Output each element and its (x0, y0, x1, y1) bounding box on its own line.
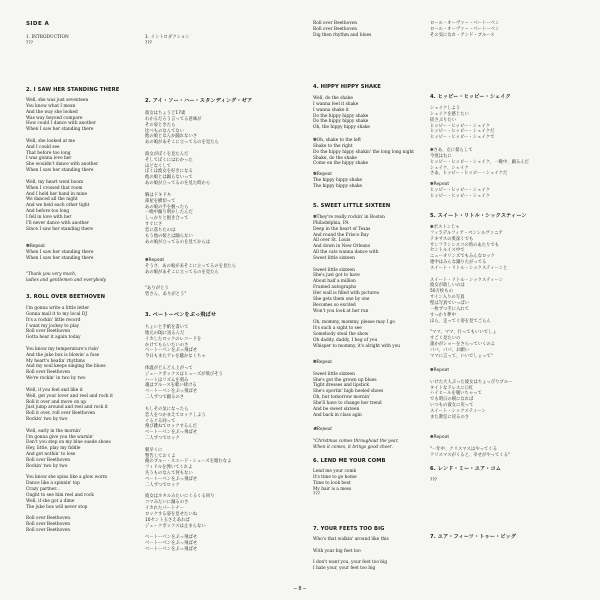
lyric-line: I wanna shake it (313, 107, 349, 113)
lyric-line: セントルイス中で (430, 248, 465, 254)
lyric-line: That before too long (26, 150, 71, 156)
lyric-line: 地元のDJに送るんだ (145, 330, 185, 336)
lyric-line: 恋に落ちたのは (145, 227, 176, 233)
lyric-line: 比べものなんてない (145, 128, 185, 134)
lyric-line: Ought to see him reel and rock (26, 493, 94, 498)
lyric-line: She's sportin' high heeled shoes (313, 389, 384, 395)
lyric-line: ✽They're really rockin' in Boston (313, 215, 385, 220)
lyric-line: And the juke box is blowin' a fuse (26, 352, 100, 358)
lyric-line: Roll it over and move on up (26, 399, 87, 405)
lyric-line: And back in class agin (313, 412, 362, 418)
song-title: 6. LEND ME YOUR COMB (313, 458, 386, 464)
lyric-line: フィラデルフィア・ペンシルヴァニア (430, 230, 503, 236)
lyric-line: Oh daddy, daddy, I beg of you (313, 337, 378, 343)
lyric-line: パパ、パパ、お願い (430, 347, 470, 353)
lyric-line: You know she spins like a glow worm (26, 475, 108, 481)
lyric-line: ??? (430, 478, 437, 483)
lyric-line: ✽Repeat (26, 244, 45, 249)
lyric-line: Don't you step on my blue suede shoes (26, 440, 111, 446)
song-title-en-7 (313, 526, 423, 533)
lyric-line: ベートーベンをぶっ飛ばせ (145, 389, 198, 395)
lyric-line: Whisper to mommy, it's alright with you (313, 343, 401, 349)
lyric-line: ヒッピー・ヒッピー・シェイク、一晩中、踊るんだ (430, 159, 530, 165)
lyric-line: It's time to go home (313, 474, 357, 480)
lyric-line: 他の娘となんか踊れないさ (145, 134, 198, 140)
lyric-line: 50万枚もの (430, 289, 453, 295)
lyric-line: I was gonna love her (26, 156, 72, 162)
lyric-line: Do the hippy hippy shake (313, 113, 369, 119)
lyric-line: ??? (26, 40, 33, 46)
song-intro-en (26, 35, 138, 47)
lyric-line: ほら、走ってく姿を見てごらん (430, 318, 491, 324)
lyric-line: イカれたパートナー (145, 506, 184, 512)
lyric-line: My heart's beatin' rhythms (26, 358, 85, 364)
lyrics-block (26, 244, 138, 262)
lyric-line: With your big feet too (313, 548, 361, 554)
lyric-line: 二人ずつでロック (145, 482, 180, 488)
song-title: 5. スイート・リトル・シックスティーン (430, 213, 527, 219)
lyric-line: I want my jockey to play (26, 323, 80, 329)
lyric-line: Well, if you feel and like it (26, 387, 83, 393)
lyric-line: "ありがとう (145, 286, 169, 291)
lyric-line: And got nothin' to lose (26, 452, 76, 458)
lyric-line: Well, do the shake (313, 96, 353, 101)
lyric-line: すぐにさ (145, 222, 163, 228)
lyric-line: 彼女はホタルみたいにくるくる回り (145, 494, 215, 500)
song-title-jp-4 (430, 94, 592, 101)
lyric-line: When I saw her standing there (26, 249, 94, 255)
song-title: 2. アイ・ソー・ハー・スタンディング・ゼア (145, 98, 253, 104)
lyric-line: すっかり夢中 (430, 312, 456, 318)
lyric-line: Just jump around and reel and rock it (26, 405, 108, 411)
lyric-line: When I saw her standing there (26, 255, 94, 261)
lyric-line: Crazy partner... (26, 487, 61, 493)
lyric-line: We danced all the night (26, 197, 78, 203)
lyric-line: She'll have to change her trend (313, 400, 382, 406)
lyric-line: Deep in the heart of Texas (313, 226, 371, 232)
lyric-line: タイトなドレスに口紅 (430, 385, 474, 391)
lyric-line: すごく見たいの (430, 336, 461, 342)
lyric-line: She gets them one by one (313, 296, 370, 302)
lyric-line: Somebody steal the show (313, 331, 369, 337)
lyric-line: Hey, little, play my fiddle (26, 446, 81, 452)
lyric-line: Tight dresses and lipstick (313, 383, 369, 389)
lyric-line: Well, if she got a dime (26, 498, 75, 504)
song-title-jp-6 (430, 466, 592, 473)
lyric-line: ママに言って、いいでしょって" (430, 353, 493, 359)
song-title-en-3 (26, 294, 138, 301)
lyrics-block (430, 478, 592, 484)
lyric-line: "Christmas comes throughout the year, (313, 438, 399, 444)
lyric-line: ヒッピー・ヒッピー・シェイク (430, 123, 491, 129)
lyric-line: Roll over Beethoven (313, 26, 357, 32)
lyric-line: 一晩中踊り明かしたんだ (145, 210, 193, 216)
lyric-line: フィドルを弾いてくれよ (145, 465, 193, 471)
lyric-line: We're rockin' in two by two (26, 376, 86, 382)
lyric-line: ロックする姿を見せたいね (145, 512, 198, 517)
lyrics-block (430, 182, 592, 200)
lyric-line: When I crossed that room (26, 185, 83, 191)
lyric-line: クリスマスがくると、幸せがやってくる" (430, 452, 511, 458)
lyric-line: 1. イントロダクション (145, 35, 190, 40)
lyric-line: サンフランシスコの湾のあたりでも (430, 242, 500, 248)
lyric-line: ✽Repeat (145, 258, 165, 263)
lyric-line: She's just got to have (313, 273, 360, 279)
page-number: ─ 8 ─ (293, 586, 307, 592)
lyric-line: Oh, but tomorrow mornin' (313, 395, 371, 401)
lyrics-block (313, 172, 423, 190)
lyric-line: I fell in love with her (26, 214, 72, 220)
song-title-en-5 (313, 203, 423, 210)
song-title: 2. I SAW HER STANDING THERE (26, 87, 120, 93)
lyric-line: 失うものなんて何もない (145, 471, 193, 477)
lyric-line: テキサスの奥深くでも (430, 236, 474, 242)
lyric-line: Oh, the hippy hippy shake (313, 125, 370, 131)
spoken-quote (313, 427, 423, 450)
lyric-line: I'm gonna write a little letter (26, 306, 90, 311)
lyric-line: Time to look best (313, 480, 351, 486)
lyric-line: I'll never dance with another (26, 220, 90, 226)
lyric-line: ニューオリンズでもみんなロック (430, 254, 495, 260)
spoken-quote (145, 286, 305, 298)
lyric-line: あの娘の手を握ったら (145, 204, 189, 210)
lyric-line: Oh, mommy, mommy, please may I go (313, 320, 395, 326)
lyric-line: And I held her hand in mine (26, 191, 88, 197)
lyric-line: Sweet little sixteen (313, 267, 355, 273)
lyric-line: I don't want you, your feet too big (313, 560, 388, 566)
lyric-line: 二人ずつでロック (145, 436, 180, 442)
lyric-line: 連中はみんな踊りたがってる (430, 260, 487, 266)
lyric-line: そうさ、あの娘があそこに立ってるのを見たら (145, 263, 237, 269)
lyric-line: Do the hippy hippy shake (313, 119, 369, 125)
lyric-line: ちょいと手紙を書いて (145, 325, 189, 330)
lyrics-block (313, 469, 423, 498)
lyric-line: You know my temperature's risin' (26, 346, 100, 352)
lyric-line: スイート・リトル・シックスティーンと (430, 265, 508, 271)
lyric-line: All over St. Louis (313, 238, 351, 244)
lyric-line: いつもの彼女に戻って (430, 403, 474, 409)
lyric-line: ✽Repeat (430, 182, 450, 187)
lyric-line: Roll over Beethoven (26, 457, 70, 463)
lyric-line: 壁は写真でいっぱい (430, 300, 470, 306)
lyric-line: 体温がどんどん上がって (145, 365, 193, 371)
lyric-line: And down in New Orleans (313, 244, 371, 250)
lyrics-block (430, 435, 592, 458)
song-title: 3. ベートーベンをぶっ飛ばせ (145, 312, 217, 318)
lyric-line: Roll over Beethoven (26, 522, 70, 528)
lyrics-block (430, 148, 592, 177)
lyric-line: When I saw her standing there (26, 168, 94, 174)
lyric-line: The hippy hippy shake (313, 183, 363, 189)
song-title-jp-7 (430, 534, 592, 541)
lyrics-block (145, 258, 305, 276)
song-title: 4. HIPPY HIPPY SHAKE (313, 84, 381, 90)
lyric-line: "ママ、ママ、行ってもいいでしょ (430, 330, 497, 336)
lyric-line: And before too long (26, 209, 70, 215)
lyric-line: あの娘があそこに立ってるのを見たら (145, 140, 219, 146)
lyric-line: And I could see (26, 144, 60, 150)
lyric-line: 彼女が欲しいのは (430, 283, 465, 289)
lyric-line: スイート・シックスティーン (430, 408, 486, 414)
lyrics-block (313, 537, 423, 572)
song-title: 6. レンド・ミー・ユア・コム (430, 466, 502, 472)
lyric-line: 恋人をつかまえてロックしよう (145, 412, 206, 418)
lyric-line: 胸はドキドキ (145, 192, 172, 198)
lyric-line: Sweet little sixteen (313, 255, 355, 261)
song-intro-jp (145, 35, 305, 47)
lyric-line: ハートはリズムを刻み (145, 377, 189, 383)
lyric-line: Her wall is filled with pictures (313, 290, 380, 296)
lyric-line: もしその気になったら (145, 406, 189, 412)
lyric-line: She's got the grown up blues (313, 377, 377, 383)
lyric-line: Shake to the right (313, 143, 353, 149)
lyric-line: 二人ずつで踊るのさ (145, 395, 185, 401)
lyric-line: 魂はブルースを歌い続ける (145, 383, 197, 389)
lyric-line: ✽Repeat (313, 427, 332, 432)
lyric-line: ✽Repeat (313, 172, 332, 177)
lyric-line: All the cats wanna dance with (313, 250, 379, 256)
lyrics-block (430, 21, 592, 39)
lyric-line: ✽ボストンじゃ (430, 225, 460, 230)
lyric-line: "Thank you very much, (26, 272, 77, 277)
lyric-line: ヒッピー・ヒッピー・シェイクで (430, 135, 495, 141)
lyric-line: Roll it over, roll over Beethoven (26, 411, 96, 417)
song-title-jp-3 (145, 312, 305, 319)
song-title-jp-5 (430, 213, 592, 220)
lyric-line: 誰かがショーをさらっていくのよ (430, 341, 496, 347)
lyric-line: あの娘が立ってるのを見た時から (145, 181, 211, 187)
lyric-line: Framed autographs (313, 285, 357, 291)
lyric-line: Well, she was just seventeen (26, 98, 89, 103)
lyric-line: Was way beyond compare (26, 115, 83, 121)
lyric-line: あの娘があそこに立ってるのを見たら (145, 269, 219, 275)
lyrics-block (430, 225, 592, 359)
lyric-line: かけてもらいたいのさ (145, 342, 189, 348)
lyric-line: Rockin' two by two (26, 463, 68, 469)
lyric-line: Gonna mail it to my local DJ (26, 311, 88, 317)
lyric-line: ベートーベンをぶっ飛ばせ (145, 348, 198, 354)
lyric-line: Sweet little sixteen (313, 371, 355, 377)
lyric-line: 皆さん、ありがとう" (145, 291, 187, 297)
lyric-line: And we held each other tight (26, 203, 90, 209)
lyric-line: Come on the hippy shake (313, 161, 369, 167)
lyric-line: ヒッピー・ヒッピー・シェイク (430, 187, 491, 193)
lyric-line: ジュークボックスは止まらない (145, 523, 206, 529)
lyric-line: My hair is a mess (313, 486, 352, 492)
lyrics-block (313, 21, 423, 39)
lyrics-block (313, 96, 423, 131)
lyric-line: その気になれ・アンド・ブルース (430, 32, 495, 38)
lyric-line: The juke box will never stop (26, 504, 88, 510)
lyric-line: サイン入りの写真 (430, 295, 465, 301)
lyrics-block (430, 106, 592, 141)
lyric-line: Since I saw her standing there (26, 226, 93, 232)
lyric-line: 彼女がぼくを見たんだ (145, 151, 189, 157)
lyric-line: 一枚ずつ手に入れて (430, 306, 470, 312)
lyric-line: ほどなくして (145, 163, 172, 169)
lyric-line: ✽Repeat (430, 435, 450, 440)
lyric-line: ✽Repeat (313, 360, 332, 365)
lyric-line: 飛び跳ねてロックするんだ (145, 424, 197, 430)
lyric-line: さあ、ヒッピー・ヒッピー・シェイクだ (430, 171, 508, 177)
lyric-line: Roll over Beethoven (26, 329, 70, 335)
lyric-line: ベートーベンをぶっ飛ばせ (145, 430, 198, 436)
lyric-line: She wouldn't dance with another (26, 162, 99, 168)
lyric-line: 部屋を横切って (145, 198, 176, 204)
lyric-line: Well, she looked at me (26, 138, 76, 144)
song-title: 3. ROLL OVER BEETHOVEN (26, 294, 106, 300)
lyric-line: でも明日の朝になれば (430, 397, 474, 403)
lyric-line: ??? (313, 492, 320, 498)
lyric-line: Dig then rhythm and blues (313, 32, 372, 38)
song-title: 4. ヒッピー・ヒッピー・シェイク (430, 94, 511, 100)
lyric-line: ぼくは彼女を好きになる (145, 169, 193, 175)
lyric-line: You know what I mean (26, 103, 76, 109)
lyrics-block (313, 360, 423, 418)
lyric-line: 揺さぶりたい (430, 117, 457, 123)
lyric-line: About half a million (313, 279, 356, 285)
lyric-line: 1. INTRODUCTION (26, 35, 69, 40)
lyric-line: 朝早くに (145, 447, 163, 453)
spoken-quote (26, 272, 138, 284)
lyric-line: わかるだろう言ってる意味が (145, 116, 202, 122)
lyric-line: 他の娘とは踊らないって (145, 175, 193, 181)
lyric-line: 彼女はちょうど17歳 (145, 111, 186, 116)
lyric-line: コマみたいに踊るのさ (145, 500, 189, 506)
lyric-line: ベートーベンをぶっ飛ばせ (145, 547, 198, 553)
lyrics-block (430, 368, 592, 421)
lyrics-block (26, 98, 138, 232)
lyric-line: "一年中、クリスマスはやってくる (430, 446, 498, 452)
lyric-line: Roll over Beethoven (313, 21, 357, 26)
lyrics-block (26, 306, 138, 534)
song-title-en-6 (313, 458, 423, 465)
lyric-line: また教室に戻るのさ (430, 414, 470, 420)
lyric-line: Well, early in the mornin' (26, 428, 82, 434)
lyric-line: And be sweet sixteen (313, 406, 360, 412)
lyric-line: Do the hippy hippy shakin' the long long night (313, 149, 414, 155)
lyric-line: シェイクを感じたい (430, 111, 469, 117)
lyric-line: Gotta hear it again today (26, 335, 81, 341)
lyric-line: When it comes, it brings good cheer. (313, 444, 393, 450)
lyric-line: もう他の娘とは踊らない (145, 233, 193, 239)
lyric-line: 俺のブルー・スエード・シューズを踏むなよ (145, 459, 232, 465)
lyrics-block (145, 111, 305, 245)
lyric-line: ベートーベンをぶっ飛ばせ (145, 476, 198, 482)
lyric-line: Roll over Beethoven (26, 516, 70, 522)
lyric-line: シェイク、シェイク (430, 165, 469, 171)
song-title: 5. SWEET LITTLE SIXTEEN (313, 203, 391, 209)
lyric-line: ロール・オーヴァー・ベートーベン (430, 21, 500, 26)
lyric-line: ぐるぐる回って (145, 418, 176, 424)
song-title-en-4 (313, 84, 423, 91)
lyric-line: Roll over Beethoven (26, 528, 70, 534)
lyric-line: It's such a sight to see (313, 326, 362, 332)
lyric-line: 今度は右に (430, 153, 452, 159)
lyric-line: And the way she looked (26, 109, 78, 115)
lyric-line: And round the Frisco Bay (313, 232, 369, 238)
lyric-line: ハイヒールを履いちゃって (430, 391, 482, 397)
lyric-line: ??? (145, 40, 152, 46)
lyric-line: ジュークボックスはヒューズが飛びそう (145, 371, 223, 377)
song-title: 7. YOUR FEETS TOO BIG (313, 526, 385, 532)
lyrics-block (313, 138, 423, 167)
lyric-line: ベートーベンをぶっ飛ばせ (145, 541, 198, 547)
lyric-line: Rockin' two by two (26, 417, 68, 423)
lyric-line: ✽Oh, shake to the left (313, 138, 361, 143)
lyric-line: The hippy hippy shake (313, 177, 363, 183)
lyric-line: How could I dance with another (26, 121, 97, 127)
lyric-line: Dance like a spinnin' top (26, 481, 80, 487)
lyric-line: ロール・オーヴァー・ベートーベン (430, 26, 500, 32)
lyric-line: 警告しておくよ (145, 453, 176, 459)
lyric-line: ladies and gentlemen and everybody (26, 277, 107, 283)
song-title-jp-2 (145, 98, 305, 105)
lyric-line: いけた大人ぶった彼女はちょっぴりブルー (430, 379, 513, 385)
lyric-line: Well, get your lover and reel and rock it (26, 393, 113, 399)
lyric-line: シェイクしよう (430, 106, 461, 111)
lyric-line: そしてぼくにはわかった (145, 157, 193, 163)
lyric-line: When I saw her standing there (26, 127, 94, 133)
lyric-line: ヒッピー・ヒッピー・シェイクだ (430, 129, 495, 135)
lyric-line: Lend me your comb (313, 469, 357, 474)
lyric-line: Shake, do the shake (313, 155, 357, 161)
lyric-line: And my soul keeps singing the blues (26, 364, 106, 370)
lyric-line: I hate your, your feet too big (313, 566, 376, 572)
lyric-line: しっかりと抱き合って (145, 216, 189, 222)
lyric-line: ✽さあ、左に揺らして (430, 148, 473, 153)
song-title-en-2 (26, 87, 138, 94)
lyric-line: ✽Repeat (430, 368, 450, 373)
lyric-line: ヒッピー・ヒッピー・シェイク (430, 193, 491, 199)
lyrics-block (145, 325, 305, 553)
lyric-line: Becomes so excited (313, 302, 356, 308)
lyric-line: I wanna feel it shake (313, 101, 359, 107)
lyric-line: 10セント玉さえあれば (145, 517, 190, 523)
lyric-line: I'm gonna give you the warnin' (26, 434, 94, 440)
lyrics-block (313, 215, 423, 349)
lyric-line: Philadelphia, PA (313, 220, 349, 226)
lyric-line: あの娘が立ってるのを見てからは (145, 239, 211, 245)
lyric-line: Well, my heart went boom (26, 179, 84, 185)
lyric-line: Who's that walkin' around like this (313, 537, 389, 542)
song-title: 7. ユア・フィーツ・トゥー・ビッグ (430, 534, 517, 540)
lyric-line: Won't you look at her run (313, 308, 369, 314)
lyric-line: スイート・リトル・シックスティーン (430, 277, 504, 283)
lyric-line: Roll over Beethoven (26, 370, 70, 376)
lyric-line: It's a rockin' little record (26, 317, 81, 323)
lyric-line: その姿ときたら (145, 122, 176, 128)
lyric-line: 今日もまたアレを聴かなくちゃ (145, 354, 206, 360)
lyric-line: ベートーベンをぶっ飛ばせ (145, 535, 198, 541)
lyric-line: イカしたロックのレコードを (145, 336, 202, 342)
side-label: SIDE A (26, 21, 50, 27)
